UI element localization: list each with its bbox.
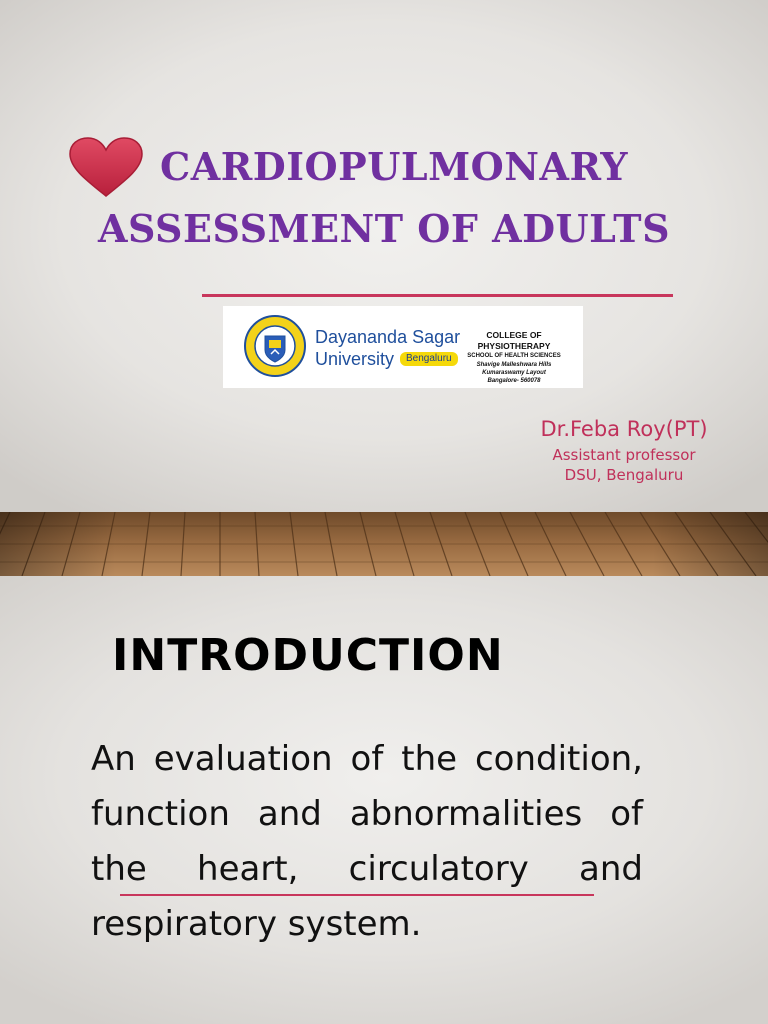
address-line2: Kumaraswamy Layout xyxy=(482,370,546,376)
college-info xyxy=(449,330,579,385)
author-name: Dr.Feba Roy(PT) xyxy=(540,417,708,441)
wooden-floor xyxy=(0,512,768,576)
body-underline xyxy=(120,894,594,896)
college-name: COLLEGE OF PHYSIOTHERAPY xyxy=(477,330,551,351)
introduction-body: An evaluation of the condition, function and abnormalities of the heart, circulatory and respiratory system. xyxy=(91,739,643,944)
university-seal-icon xyxy=(243,314,307,378)
university-name-line1: Dayananda Sagar xyxy=(315,327,461,347)
author-place: DSU, Bengaluru xyxy=(564,466,684,484)
introduction-slide xyxy=(0,576,768,1024)
address-line3: Bangalore- 560078 xyxy=(487,378,541,384)
city-badge: Bengaluru xyxy=(400,352,458,366)
slide-title-line2: ASSESSMENT OF ADULTS xyxy=(97,206,671,251)
slide-title-line1: CARDIOPULMONARY xyxy=(160,144,628,189)
university-logo xyxy=(223,306,583,388)
address-line1: Shavige Malleshwara Hills xyxy=(476,362,552,368)
section-heading: INTRODUCTION xyxy=(112,630,504,681)
author-role: Assistant professor xyxy=(552,446,696,464)
university-name xyxy=(315,326,460,370)
university-name-line2: University xyxy=(315,349,395,369)
title-divider xyxy=(202,294,673,297)
school-name: SCHOOL OF HEALTH SCIENCES xyxy=(467,353,561,359)
